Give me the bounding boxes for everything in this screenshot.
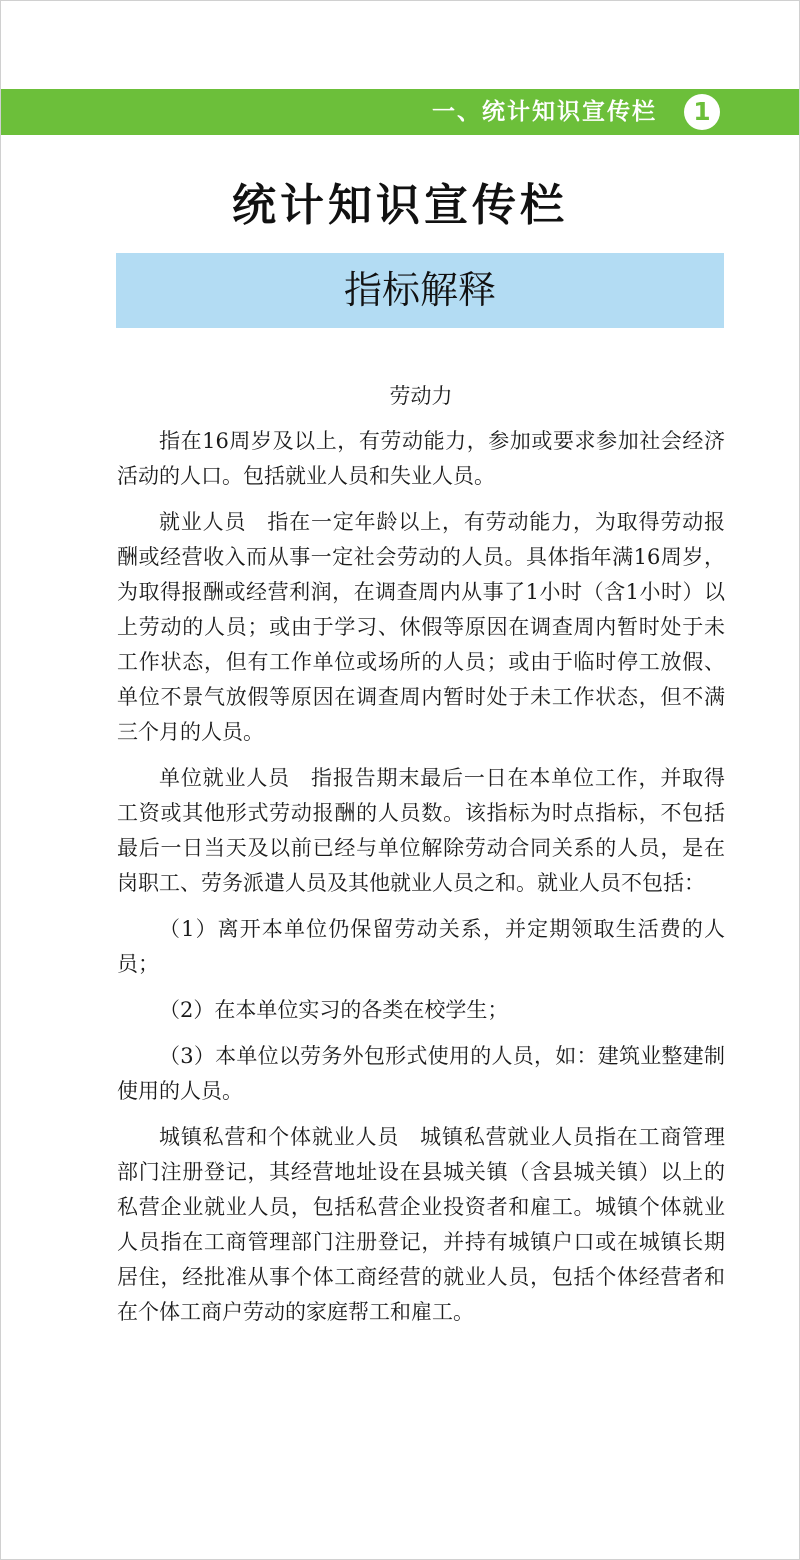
paragraph-text: （3）本单位以劳务外包形式使用的人员，如：建筑业整建制使用的人员。 [117, 1044, 725, 1103]
section-header-band [1, 89, 799, 135]
paragraph-text: 城镇私营就业人员指在工商管理部门注册登记，其经营地址设在县城关镇（含县城关镇）以上的私营企业就业人员，包括私营企业投资者和雇工。城镇个体就业人员指在工商管理部门注册登记，并持有城镇户口或在城镇长期居住，经批准从事个体工商经营的就业人员，包括个体经营者和在个体工商户劳动的家庭帮工和雇工。 [117, 1125, 726, 1324]
paragraph-employed-persons [117, 505, 725, 750]
term-label: 就业人员 [159, 510, 247, 534]
section-label: 一、统计知识宣传栏 [432, 99, 657, 125]
paragraph-unit-employed-persons [117, 761, 725, 901]
paragraph-exclusion-2 [117, 993, 725, 1028]
paragraph-text: （2）在本单位实习的各类在校学生； [159, 998, 509, 1022]
paragraph-text: 指报告期末最后一日在本单位工作，并取得工资或其他形式劳动报酬的人员数。该指标为时点指标，不包括最后一日当天及以前已经与单位解除劳动合同关系的人员，是在岗职工、劳务派遣人员及其他就业人员之和。就业人员不包括： [117, 766, 725, 895]
subtitle-banner: 指标解释 [116, 253, 724, 328]
term-heading: 劳动力 [389, 384, 453, 408]
paragraph-text: 指在一定年龄以上，有劳动能力，为取得劳动报酬或经营收入而从事一定社会劳动的人员。具体指年满16周岁，为取得报酬或经营利润，在调查周内从事了1小时（含1小时）以上劳动的人员；或由于学习、休假等原因在调查周内暂时处于未工作状态，但有工作单位或场所的人员；或由于临时停工放假、单位不景气放假等原因在调查周内暂时处于未工作状态，但不满三个月的人员。 [117, 510, 726, 744]
paragraph-exclusion-1 [117, 912, 725, 982]
paragraph-urban-private-individual [117, 1120, 725, 1330]
page-number-badge: 1 [684, 94, 720, 130]
term-label: 单位就业人员 [159, 766, 290, 790]
term-label: 城镇私营和个体就业人员 [159, 1125, 400, 1149]
paragraph-text: （1）离开本单位仍保留劳动关系，并定期领取生活费的人员； [117, 917, 725, 976]
article-body [117, 379, 725, 1341]
paragraph-text: 指在16周岁及以上，有劳动能力，参加或要求参加社会经济活动的人口。包括就业人员和失业人员。 [117, 429, 725, 488]
page-title: 统计知识宣传栏 [232, 180, 568, 231]
paragraph-exclusion-3 [117, 1039, 725, 1109]
paragraph-labor-force-definition [117, 424, 725, 494]
